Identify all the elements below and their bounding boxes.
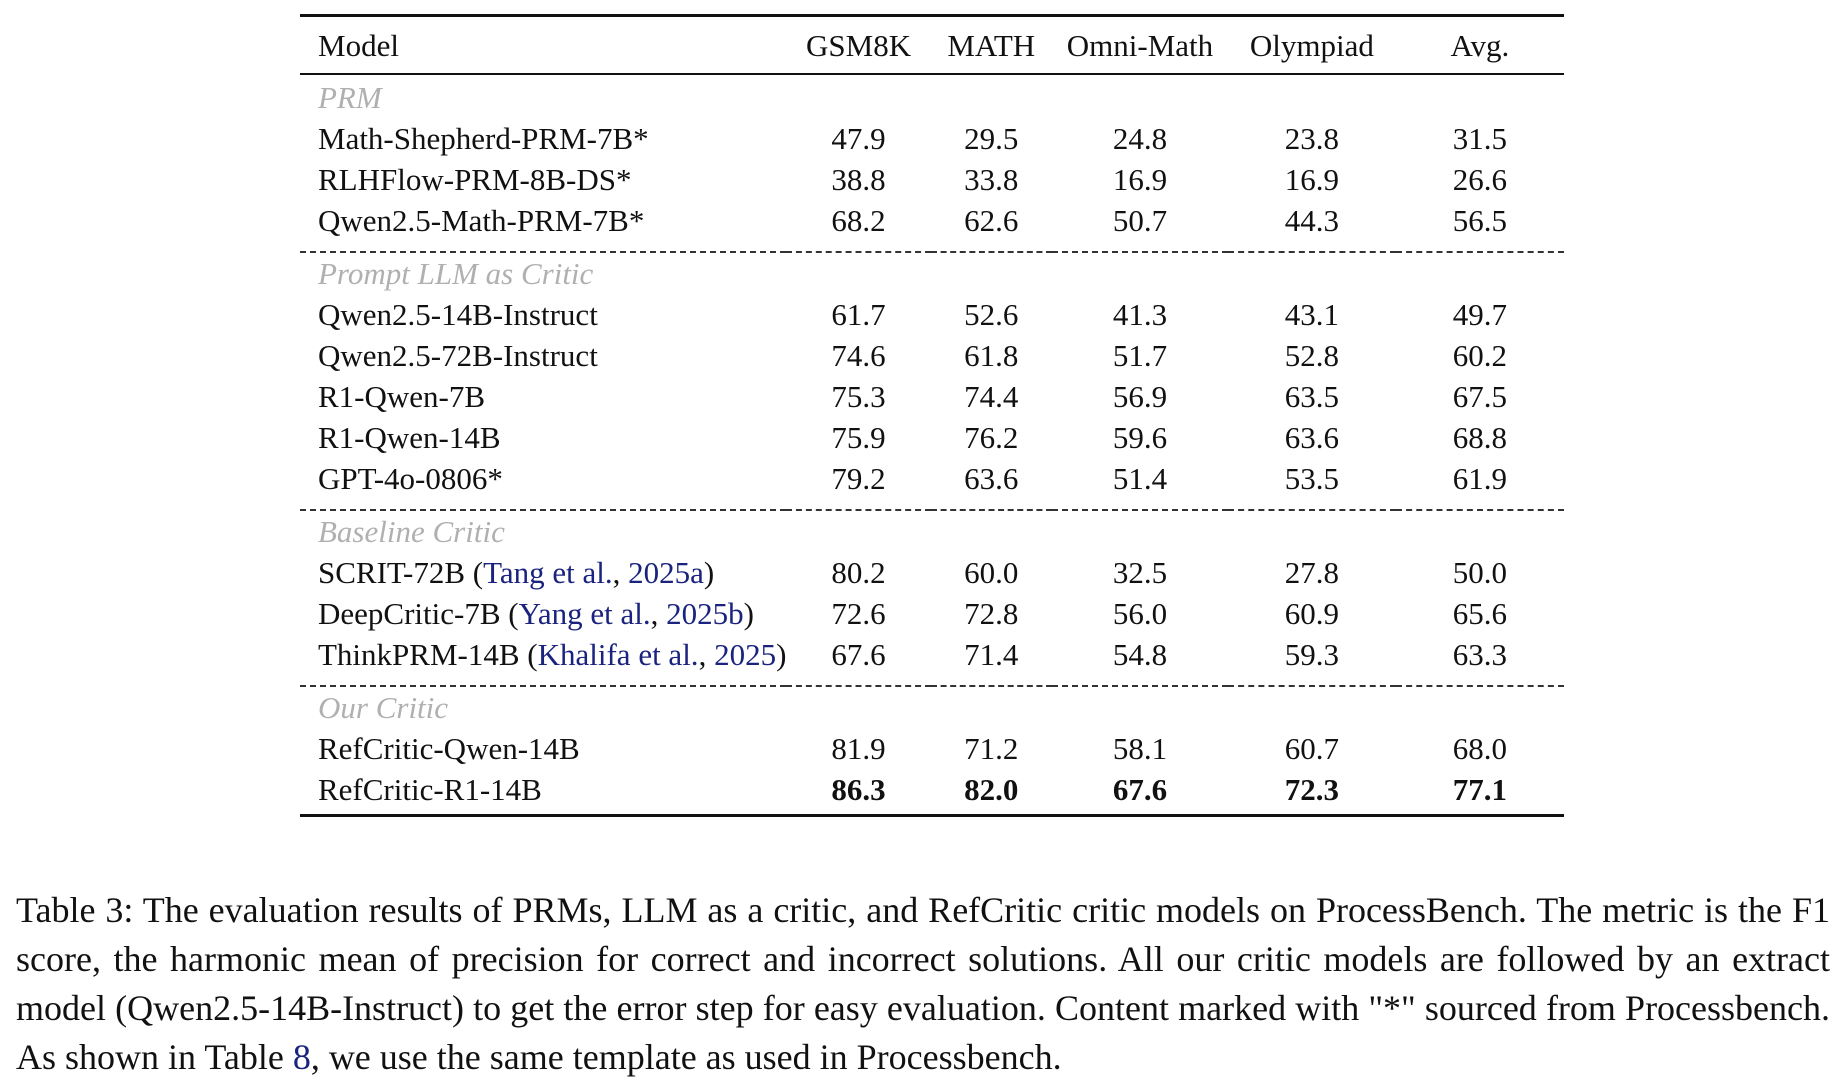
results-table bbox=[300, 14, 1564, 817]
table-row bbox=[300, 294, 1564, 335]
value-cell: 24.8 bbox=[1112, 121, 1168, 156]
citation-year-link[interactable]: 2025a bbox=[628, 555, 704, 590]
group-label: PRM bbox=[318, 80, 382, 115]
value-cell: 81.9 bbox=[831, 731, 886, 766]
model-cell bbox=[300, 335, 786, 376]
value-cell: 56.5 bbox=[1452, 203, 1507, 238]
value-cell: 65.6 bbox=[1452, 596, 1507, 631]
table-row bbox=[300, 458, 1564, 499]
value-cell: 63.6 bbox=[964, 461, 1019, 496]
value-cell: 58.1 bbox=[1112, 731, 1168, 766]
value-cell: 72.6 bbox=[831, 596, 886, 631]
dashed-rule bbox=[300, 241, 1564, 252]
header-avg: Avg. bbox=[1450, 27, 1510, 63]
model-cell bbox=[300, 458, 786, 499]
header-gsm8k: GSM8K bbox=[806, 27, 912, 63]
value-cell: 41.3 bbox=[1112, 297, 1168, 332]
value-cell: 29.5 bbox=[964, 121, 1019, 156]
caption-text: Table 3: The evaluation results of PRMs, LLM as a critic, and RefCritic critic models on ProcessBench. The metric is the F1 score, the harmonic mean of precision for correct and incorrect solutions. All our critic models are followed by an extract model (Qwen2.5-14B-Instruct) to get the error step for easy evaluation. Content marked with "*" sourced from Processbench. As shown in Table bbox=[16, 890, 1830, 1077]
value-cell: 44.3 bbox=[1284, 203, 1340, 238]
value-cell: 79.2 bbox=[831, 461, 886, 496]
value-cell: 51.4 bbox=[1112, 461, 1168, 496]
value-cell: 47.9 bbox=[831, 121, 886, 156]
value-cell: 51.7 bbox=[1112, 338, 1168, 373]
table-row bbox=[300, 552, 1564, 593]
group-label: Our Critic bbox=[318, 690, 449, 725]
model-name: Math-Shepherd-PRM-7B* bbox=[318, 121, 649, 156]
value-cell: 75.9 bbox=[831, 420, 886, 455]
model-name: Qwen2.5-Math-PRM-7B* bbox=[318, 203, 645, 238]
value-cell: 72.3 bbox=[1228, 769, 1396, 816]
value-cell: 71.4 bbox=[964, 637, 1019, 672]
value-cell: 61.8 bbox=[964, 338, 1019, 373]
value-cell: 60.9 bbox=[1284, 596, 1340, 631]
value-cell: 50.0 bbox=[1452, 555, 1507, 590]
value-cell: 59.3 bbox=[1284, 637, 1340, 672]
table-row bbox=[300, 417, 1564, 458]
model-cell bbox=[300, 417, 786, 458]
caption-text-end: , we use the same template as used in Processbench. bbox=[310, 1037, 1062, 1077]
table-header-row bbox=[300, 16, 1564, 75]
model-cell bbox=[300, 294, 786, 335]
value-cell: 68.8 bbox=[1452, 420, 1507, 455]
value-cell: 43.1 bbox=[1284, 297, 1340, 332]
table-ref-link[interactable]: 8 bbox=[292, 1037, 311, 1077]
model-name: RefCritic-Qwen-14B bbox=[318, 731, 580, 766]
model-cell: ThinkPRM-14B (Khalifa et al., 2025) bbox=[318, 637, 787, 672]
value-cell: 31.5 bbox=[1452, 121, 1507, 156]
model-name: Qwen2.5-14B-Instruct bbox=[318, 297, 598, 332]
model-name: Qwen2.5-72B-Instruct bbox=[318, 338, 598, 373]
value-cell: 52.6 bbox=[964, 297, 1019, 332]
value-cell: 23.8 bbox=[1284, 121, 1340, 156]
value-cell: 38.8 bbox=[831, 162, 886, 197]
value-cell: 61.7 bbox=[831, 297, 886, 332]
value-cell: 67.6 bbox=[1052, 769, 1228, 816]
group-label-row bbox=[300, 686, 1564, 728]
group-label: Baseline Critic bbox=[318, 514, 505, 549]
table-row bbox=[300, 728, 1564, 769]
model-cell bbox=[300, 118, 786, 159]
model-name: RefCritic-R1-14B bbox=[318, 772, 542, 807]
model-cell bbox=[300, 159, 786, 200]
value-cell: 63.6 bbox=[1284, 420, 1340, 455]
value-cell: 59.6 bbox=[1112, 420, 1168, 455]
model-cell bbox=[300, 769, 786, 816]
value-cell: 86.3 bbox=[786, 769, 930, 816]
value-cell: 67.5 bbox=[1452, 379, 1507, 414]
value-cell: 76.2 bbox=[964, 420, 1019, 455]
value-cell: 80.2 bbox=[831, 555, 886, 590]
results-table-container bbox=[300, 14, 1564, 817]
model-cell bbox=[300, 376, 786, 417]
header-olympiad: Olympiad bbox=[1249, 27, 1374, 63]
value-cell: 74.4 bbox=[964, 379, 1019, 414]
value-cell: 68.0 bbox=[1452, 731, 1507, 766]
value-cell: 50.7 bbox=[1112, 203, 1168, 238]
value-cell: 52.8 bbox=[1284, 338, 1340, 373]
value-cell: 26.6 bbox=[1452, 162, 1507, 197]
value-cell: 71.2 bbox=[964, 731, 1019, 766]
group-label-row bbox=[300, 510, 1564, 552]
group-label: Prompt LLM as Critic bbox=[318, 256, 594, 291]
value-cell: 27.8 bbox=[1284, 555, 1340, 590]
table-row bbox=[300, 118, 1564, 159]
group-label-row bbox=[300, 252, 1564, 294]
value-cell: 60.7 bbox=[1284, 731, 1340, 766]
group-divider bbox=[300, 499, 1564, 510]
value-cell: 16.9 bbox=[1112, 162, 1168, 197]
value-cell: 63.5 bbox=[1284, 379, 1340, 414]
value-cell: 56.9 bbox=[1112, 379, 1168, 414]
model-cell: DeepCritic-7B (Yang et al., 2025b) bbox=[318, 596, 754, 631]
citation-authors-link[interactable]: Yang et al. bbox=[518, 596, 651, 631]
value-cell: 61.9 bbox=[1452, 461, 1507, 496]
value-cell: 49.7 bbox=[1452, 297, 1507, 332]
header-model: Model bbox=[318, 27, 399, 63]
model-name: SCRIT-72B bbox=[318, 555, 466, 590]
citation-authors-link[interactable]: Tang et al. bbox=[483, 555, 613, 590]
value-cell: 16.9 bbox=[1284, 162, 1340, 197]
table-row bbox=[300, 593, 1564, 634]
value-cell: 72.8 bbox=[964, 596, 1019, 631]
table-caption bbox=[16, 886, 1830, 1082]
model-name: RLHFlow-PRM-8B-DS* bbox=[318, 162, 632, 197]
model-cell bbox=[300, 728, 786, 769]
value-cell: 33.8 bbox=[964, 162, 1019, 197]
table-row bbox=[300, 200, 1564, 241]
model-name: DeepCritic-7B bbox=[318, 596, 501, 631]
header-math: MATH bbox=[947, 27, 1036, 63]
citation-year-link[interactable]: 2025b bbox=[666, 596, 744, 631]
table-row bbox=[300, 159, 1564, 200]
value-cell: 62.6 bbox=[964, 203, 1019, 238]
model-cell bbox=[300, 200, 786, 241]
model-name: R1-Qwen-14B bbox=[318, 420, 501, 455]
table-body bbox=[300, 74, 1564, 816]
model-name: ThinkPRM-14B bbox=[318, 637, 520, 672]
table-row bbox=[300, 376, 1564, 417]
value-cell: 63.3 bbox=[1452, 637, 1507, 672]
model-name: R1-Qwen-7B bbox=[318, 379, 486, 414]
value-cell: 56.0 bbox=[1112, 596, 1168, 631]
value-cell: 75.3 bbox=[831, 379, 886, 414]
model-cell: SCRIT-72B (Tang et al., 2025a) bbox=[318, 555, 715, 590]
table-row bbox=[300, 335, 1564, 376]
value-cell: 82.0 bbox=[931, 769, 1052, 816]
table-row bbox=[300, 769, 1564, 816]
value-cell: 77.1 bbox=[1396, 769, 1564, 816]
group-label-row bbox=[300, 74, 1564, 118]
value-cell: 67.6 bbox=[831, 637, 886, 672]
group-divider bbox=[300, 241, 1564, 252]
citation-authors-link[interactable]: Khalifa et al. bbox=[537, 637, 699, 672]
group-divider bbox=[300, 675, 1564, 686]
citation-year-link[interactable]: 2025 bbox=[714, 637, 777, 672]
model-name: GPT-4o-0806* bbox=[318, 461, 503, 496]
value-cell: 32.5 bbox=[1112, 555, 1168, 590]
value-cell: 53.5 bbox=[1284, 461, 1340, 496]
value-cell: 60.0 bbox=[964, 555, 1019, 590]
value-cell: 74.6 bbox=[831, 338, 886, 373]
dashed-rule bbox=[300, 499, 1564, 510]
value-cell: 68.2 bbox=[831, 203, 886, 238]
dashed-rule bbox=[300, 675, 1564, 686]
value-cell: 54.8 bbox=[1112, 637, 1168, 672]
table-row bbox=[300, 634, 1564, 675]
value-cell: 60.2 bbox=[1452, 338, 1507, 373]
header-omni-math: Omni-Math bbox=[1066, 27, 1214, 63]
